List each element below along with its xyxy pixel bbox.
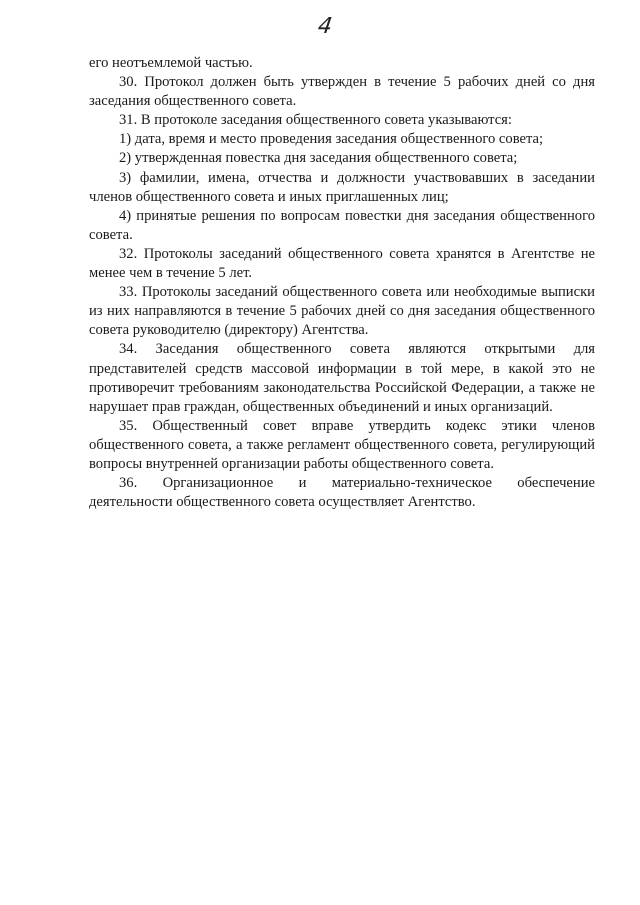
paragraph-31-item-3: 3) фамилии, имена, отчества и должности участвовавших в заседании членов общественного совета и иных приглашенных лиц; [89, 169, 595, 205]
paragraph-30: 30. Протокол должен быть утвержден в течение 5 рабочих дней со дня заседания общественного совета. [89, 74, 595, 110]
paragraph-31-item-4: 4) принятые решения по вопросам повестки дня заседания общественного совета. [89, 207, 595, 243]
document-body [89, 54, 595, 512]
paragraph-31-item-1: 1) дата, время и место проведения заседания общественного совета; [119, 131, 544, 148]
paragraph-34: 34. Заседания общественного совета являются открытыми для представителей средств массовой информации в той мере, в какой это не противоречит требованиям законодательства Российской Федерации, а также не нарушает прав граждан, общественных объединений и иных организаций. [89, 341, 595, 415]
paragraph-33: 33. Протоколы заседаний общественного совета или необходимые выписки из них направляются в течение 5 рабочих дней со дня заседания общественного совета руководителю (директору) Агентства. [89, 284, 595, 339]
paragraph-31-item-2: 2) утвержденная повестка дня заседания общественного совета; [119, 150, 518, 167]
paragraph-continuation: его неотъемлемой частью. [89, 55, 253, 71]
page-number: 4 [316, 14, 334, 39]
paragraph-32: 32. Протоколы заседаний общественного совета хранятся в Агентстве не менее чем в течение 5 лет. [89, 245, 595, 282]
paragraph-35: 35. Общественный совет вправе утвердить кодекс этики членов общественного совета, а также регламент общественного совета, регулирующий вопросы внутренней организации работы общественного совета. [89, 417, 595, 472]
paragraph-36: 36. Организационное и материально-техническое обеспечение деятельности общественного совета осуществляет Агентство. [89, 475, 595, 511]
paragraph-31: 31. В протоколе заседания общественного совета указываются: [119, 112, 512, 129]
